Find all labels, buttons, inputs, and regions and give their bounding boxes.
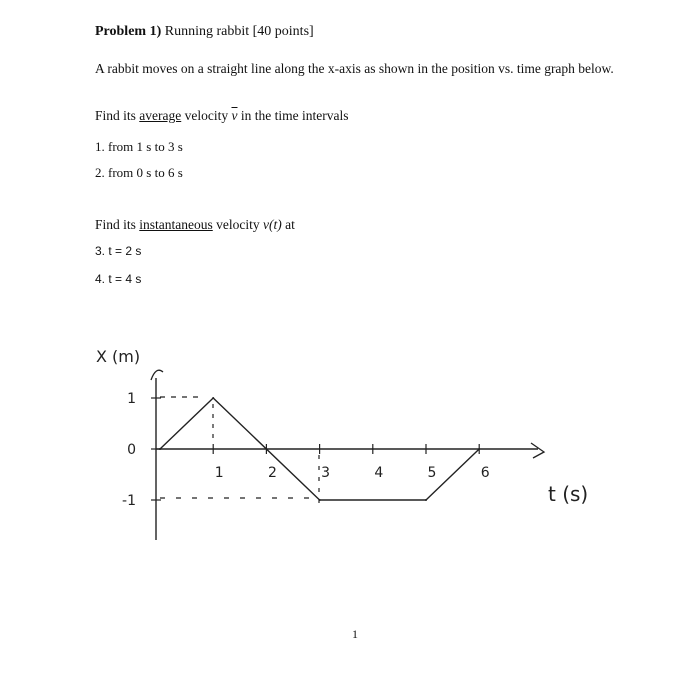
average-suffix: in the time intervals [237, 108, 349, 123]
y-axis-arrow [151, 370, 163, 380]
page-number: 1 [352, 627, 358, 641]
average-velocity-symbol: $\overline{v}$ [231, 108, 238, 123]
problem-title: Running rabbit [164, 24, 250, 39]
instantaneous-velocity-symbol: v(t) [263, 217, 282, 232]
problem-intro: A rabbit moves on a straight line along the x-axis as shown in the position vs. time graph below. [95, 61, 614, 76]
y-tick-label--1: -1 [122, 493, 136, 509]
data-point-1 [212, 397, 214, 399]
average-prefix: Find its [95, 108, 140, 123]
x-tick-label-4: 4 [374, 465, 384, 481]
question-item-1: 1. from 1 s to 3 s [95, 139, 183, 154]
data-point-0 [159, 448, 161, 450]
y-tick-label-0: 0 [127, 442, 136, 458]
y-axis-label: X (m) [96, 347, 141, 366]
x-tick-label-6: 6 [480, 465, 490, 481]
x-tick-label-5: 5 [427, 465, 437, 481]
x-axis-arrow [531, 443, 544, 458]
instantaneous-suffix: at [281, 217, 295, 232]
problem-points: [40 points] [252, 24, 314, 39]
x-tick-label-2: 2 [267, 465, 277, 481]
question-item-4: 4. t = 4 s [95, 272, 142, 286]
question-item-2: 2. from 0 s to 6 s [95, 165, 183, 180]
problem-label: Problem 1) [95, 24, 162, 39]
average-middle: velocity [181, 108, 232, 123]
x-tick-label-1: 1 [214, 465, 224, 481]
data-point-4 [478, 448, 480, 450]
data-point-2 [319, 499, 321, 501]
y-tick-label-1: 1 [127, 391, 136, 407]
data-point-3 [425, 499, 427, 501]
average-keyword: average [139, 108, 182, 123]
question-item-3: 3. t = 2 s [95, 244, 142, 258]
instantaneous-middle: velocity [212, 217, 264, 232]
instantaneous-prefix: Find its [95, 217, 140, 232]
x-axis-label: t (s) [548, 482, 589, 506]
x-tick-label-3: 3 [321, 465, 331, 481]
instantaneous-keyword: instantaneous [139, 217, 213, 232]
